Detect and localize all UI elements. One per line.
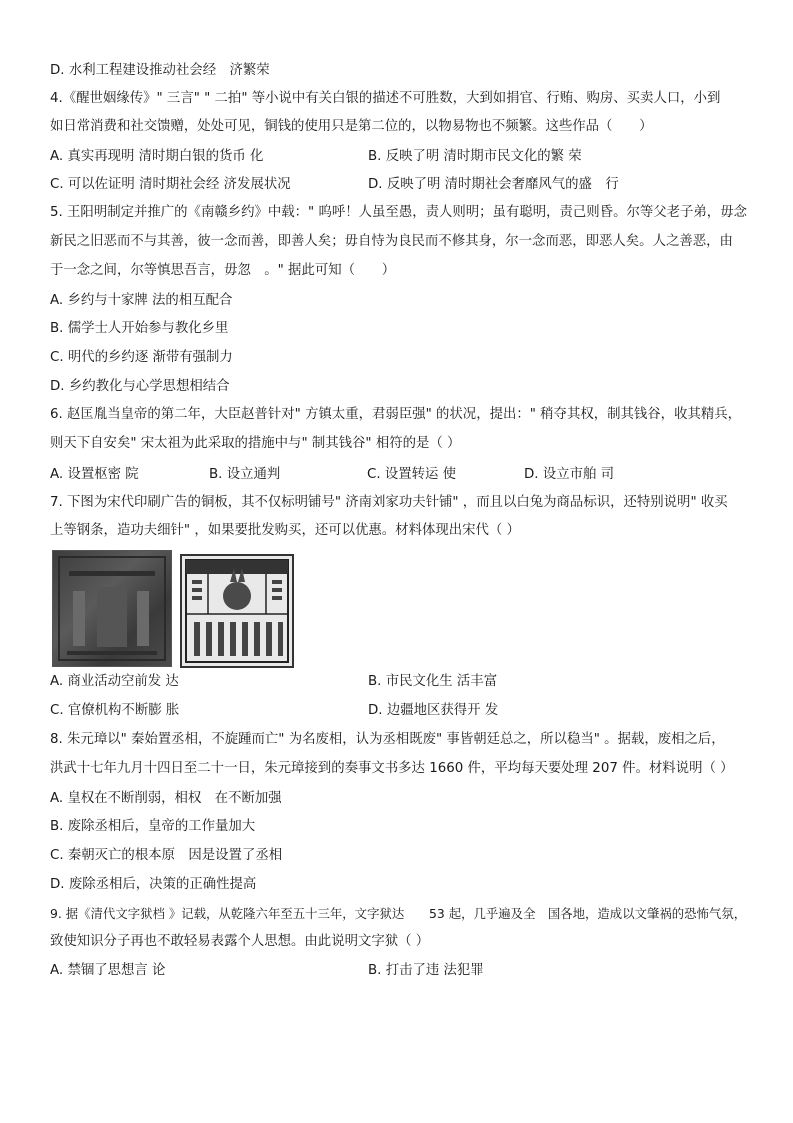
q8-option-d: D. 废除丞相后，决策的正确性提高 — [50, 877, 257, 892]
q7-option-b: B. 市民文化生 活丰富 — [368, 674, 498, 689]
q4-stem-line1: 4.《醒世姻缘传》" 三言" " 二拍" 等小说中有关白银的描述不可胜数，大到如捐官、行贿、购房、买卖人口，小到 — [50, 91, 721, 106]
q9-option-b: B. 打击了违 法犯罪 — [368, 963, 484, 978]
q7-option-d: D. 边疆地区获得开 发 — [368, 703, 499, 718]
q6-option-a: A. 设置枢密 院 — [50, 467, 139, 482]
q8-option-c: C. 秦朝灭亡的根本原 因是设置了丞相 — [50, 848, 283, 863]
q6-stem-line1: 6. 赵匡胤当皇帝的第二年，大臣赵普针对" 方镇太重，君弱臣强" 的状况，提出：" 稍夺其权，制其钱谷，收其精兵， — [50, 407, 742, 422]
q5-stem-line1: 5. 王阳明制定并推广的《南赣乡约》中载：" 呜呼！人虽至愚，责人则明；虽有聪明，责己则昏。尔等父老子弟，毋念 — [50, 205, 747, 220]
q8-stem-line2: 洪武十七年九月十四日至二十一日，朱元璋接到的奏事文书多达 1660 件，平均每天要处理 207 件。材料说明（ ） — [50, 761, 734, 776]
q8-option-b: B. 废除丞相后，皇帝的工作量加大 — [50, 819, 256, 834]
q9-stem-line1: 9. 据《清代文字狱档 》记载，从乾隆六年至五十三年，文字狱达 53 起，几乎遍及全 国各地，造成以文肇祸的恐怖气氛， — [50, 906, 747, 921]
q4-option-c: C. 可以佐证明 清时期社会经 济发展状况 — [50, 177, 291, 192]
q9-option-a: A. 禁锢了思想言 论 — [50, 963, 166, 978]
q7-option-c: C. 官僚机构不断膨 胀 — [50, 703, 180, 718]
q6-option-d: D. 设立市舶 司 — [524, 467, 615, 482]
q5-stem-line3: 于一念之间，尔等慎思吾言，毋忽 。" 据此可知（ ） — [50, 263, 396, 278]
q7-option-a: A. 商业活动空前发 达 — [50, 674, 179, 689]
q3-option-d: D. 水利工程建设推动社会经 济繁荣 — [50, 63, 270, 78]
q7-stem-line2: 上等钢条，造功夫细针" ，如果要批发购买，还可以优惠。材料体现出宋代（ ） — [50, 523, 520, 538]
q6-option-b: B. 设立通判 — [209, 467, 281, 482]
q5-option-d: D. 乡约教化与心学思想相结合 — [50, 379, 230, 394]
q8-option-a: A. 皇权在不断削弱，相权 在不断加强 — [50, 791, 282, 806]
q5-option-b: B. 儒学士人开始参与教化乡里 — [50, 321, 229, 336]
q5-stem-line2: 新民之旧恶而不与其善，彼一念而善，即善人矣；毋自恃为良民而不修其身，尔一念而恶，即恶人矣。人之善恶，由 — [50, 234, 733, 249]
q4-option-a: A. 真实再现明 清时期白银的货币 化 — [50, 149, 264, 164]
q6-stem-line2: 则天下自安矣" 宋太祖为此采取的措施中与" 制其钱谷" 相符的是（ ） — [50, 436, 461, 451]
q4-option-d: D. 反映了明 清时期社会奢靡风气的盛 行 — [368, 177, 619, 192]
q5-option-c: C. 明代的乡约逐 渐带有强制力 — [50, 350, 233, 365]
q7-stem-line1: 7. 下图为宋代印刷广告的铜板，其不仅标明铺号" 济南刘家功夫针铺" ，而且以白兔为商品标识，还特别说明" 收买 — [50, 495, 728, 510]
bronze-plate-image — [52, 550, 172, 667]
q9-stem-line2: 致使知识分子再也不敢轻易表露个人思想。由此说明文字狱（ ） — [50, 934, 430, 949]
q6-option-c: C. 设置转运 使 — [367, 467, 457, 482]
q4-stem-line2: 如日常消费和社交馈赠，处处可见，铜钱的使用只是第二位的，以物易物也不频繁。这些作品（ ） — [50, 119, 653, 134]
rabbit-advertisement-image — [180, 554, 294, 668]
q5-option-a: A. 乡约与十家牌 法的相互配合 — [50, 293, 233, 308]
q4-option-b: B. 反映了明 清时期市民文化的繁 荣 — [368, 149, 582, 164]
q8-stem-line1: 8. 朱元璋以" 秦始置丞相，不旋踵而亡" 为名废相，认为丞相既废" 事皆朝廷总之，所以稳当" 。据载，废相之后， — [50, 732, 725, 747]
